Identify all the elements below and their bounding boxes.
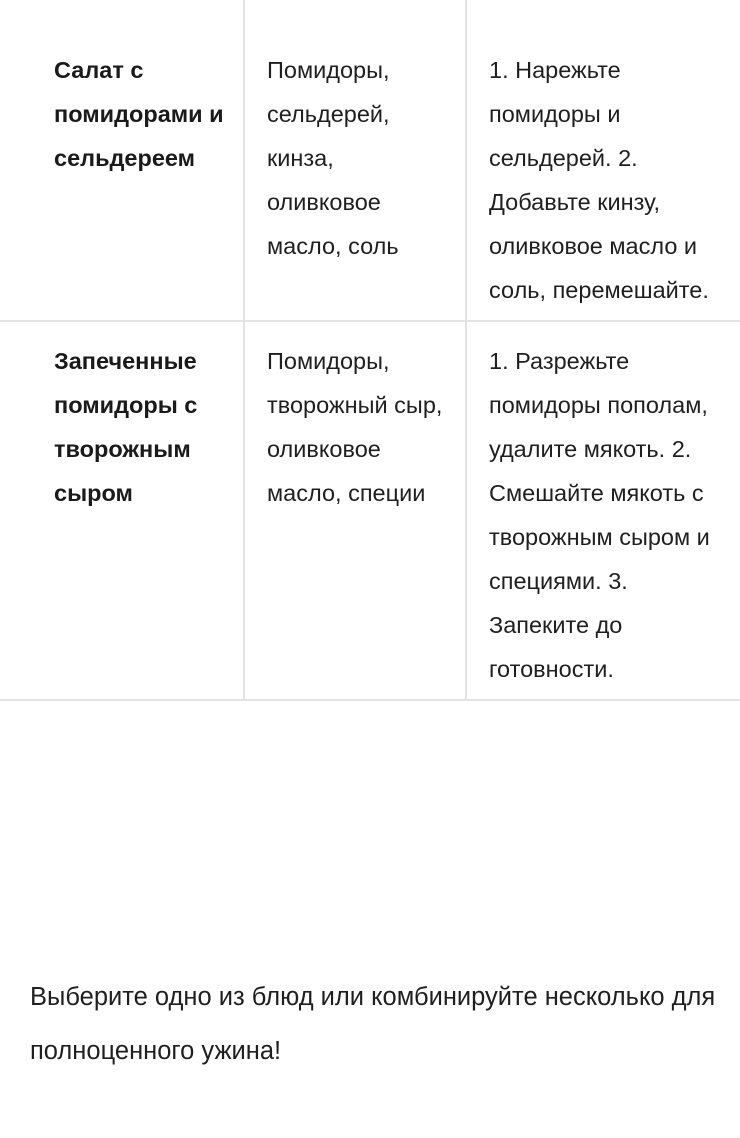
- instructions-cell: 1. Разрежьте помидоры пополам, удалите мякоть. 2. Смешайте мякоть с творожным сыром и специями. 3. Запеките до готовности.: [466, 321, 740, 700]
- table-row: [0, 0, 740, 321]
- ingredients-cell: Помидоры, сельдерей, кинза, оливковое масло, соль: [244, 0, 466, 321]
- dish-name-cell: Запеченные помидоры с творожным сыром: [0, 321, 244, 700]
- ingredients-cell: Помидоры, творожный сыр, оливковое масло, специи: [244, 321, 466, 700]
- instructions-cell: 1. Нарежьте помидоры и сельдерей. 2. Добавьте кинзу, оливковое масло и соль, перемешайте.: [466, 0, 740, 321]
- table-row: [0, 321, 740, 700]
- closing-paragraph: Выберите одно из блюд или комбинируйте несколько для полноценного ужина!: [30, 983, 716, 1065]
- dish-name-cell: Салат с помидорами и сельдереем: [0, 0, 244, 321]
